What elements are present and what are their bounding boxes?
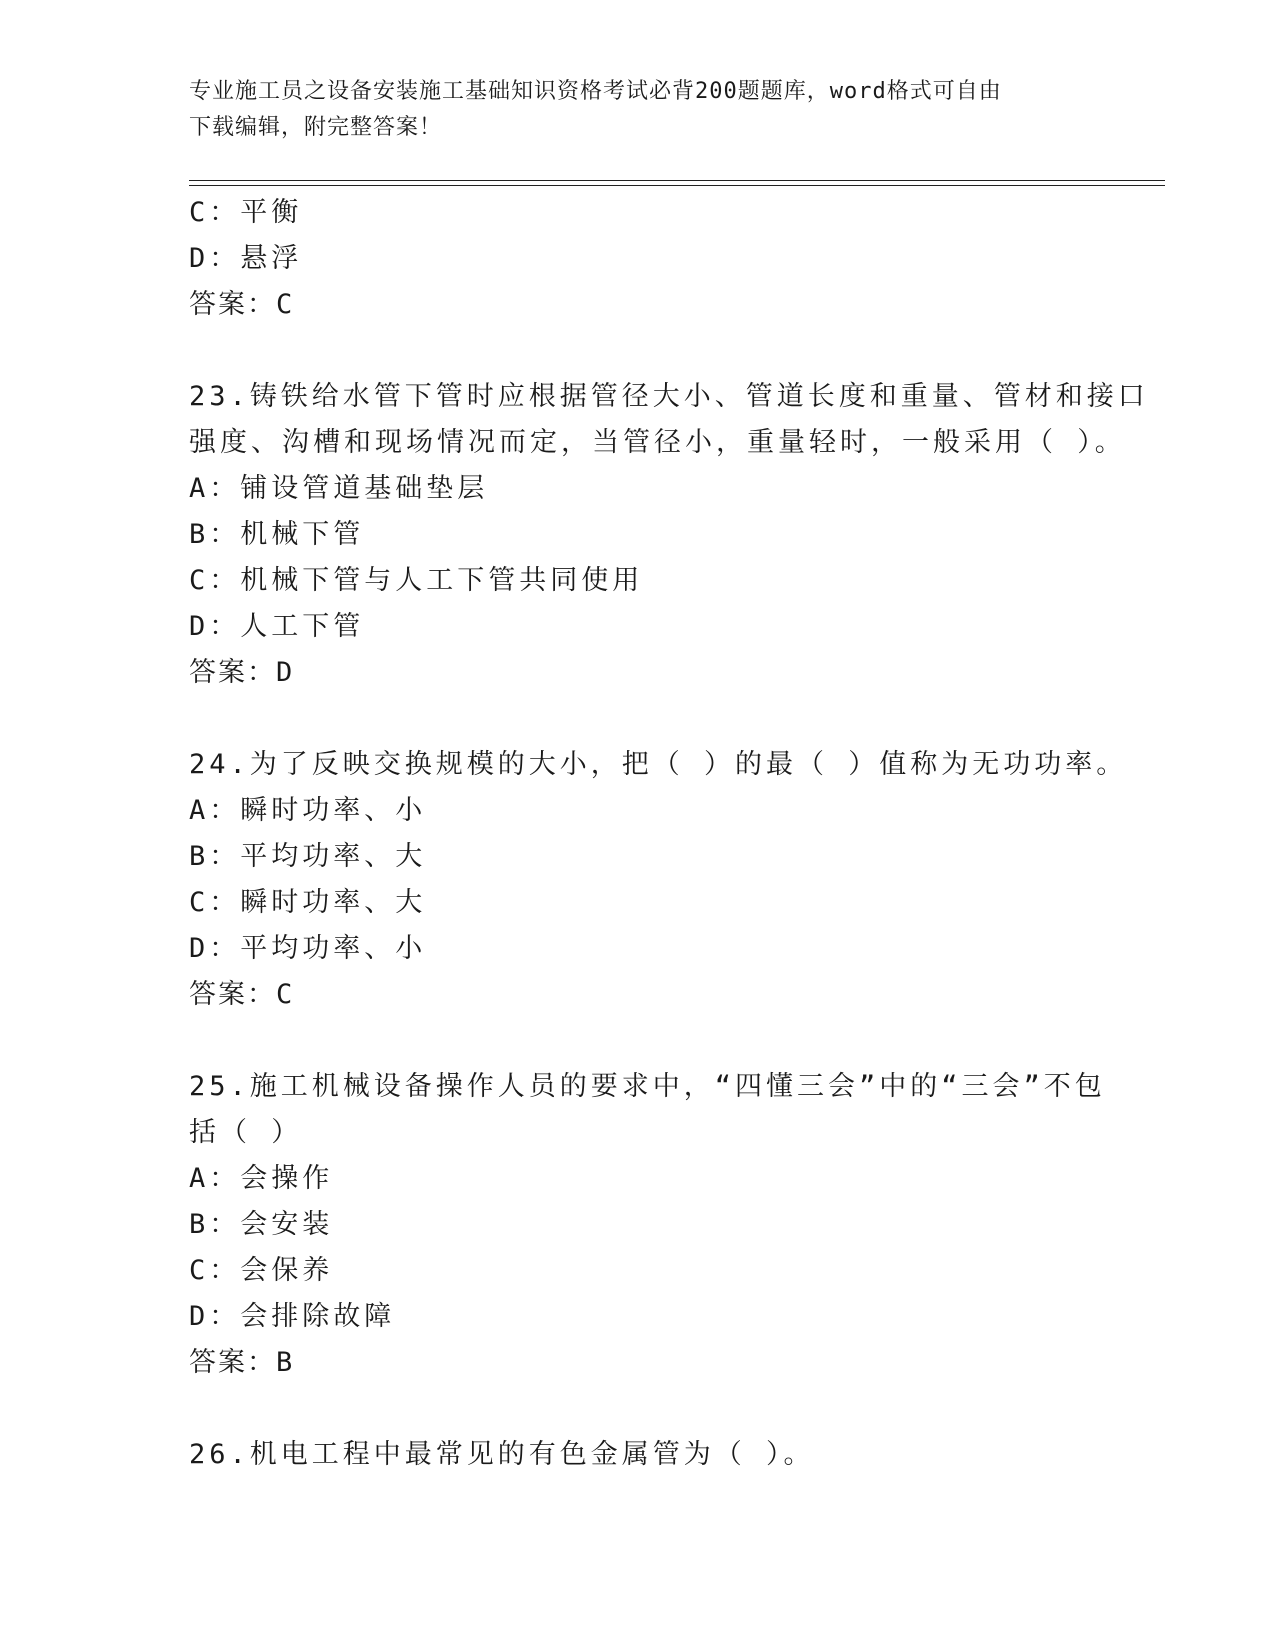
answer-line	[189, 650, 1089, 696]
question-24	[189, 742, 1128, 1018]
header-rule-top	[189, 180, 1165, 181]
option-c: C：瞬时功率、大	[189, 887, 427, 918]
option-d: D：会排除故障	[189, 1301, 396, 1332]
question-stem-line-1: 26.机电工程中最常见的有色金属管为（ ）。	[189, 1439, 815, 1470]
answer-label: 答案：	[189, 289, 276, 320]
answer-label: 答案：	[189, 979, 276, 1010]
option-a: A：瞬时功率、小	[189, 795, 427, 826]
option-c: C：会保养	[189, 1255, 334, 1286]
question-list	[189, 190, 1149, 1478]
answer-value: C	[276, 979, 295, 1010]
answer-line	[189, 282, 1089, 328]
document-header	[189, 74, 1089, 146]
option-d: D：悬浮	[189, 243, 303, 274]
answer-value: B	[276, 1347, 295, 1378]
question-stem-line-1: 24.为了反映交换规模的大小，把（ ）的最（ ）值称为无功功率。	[189, 749, 1128, 780]
header-line-1: 专业施工员之设备安装施工基础知识资格考试必背200题题库，word格式可自由	[189, 79, 1002, 104]
answer-value: D	[276, 657, 295, 688]
option-d: D：平均功率、小	[189, 933, 427, 964]
header-line-2: 下载编辑，附完整答案！	[189, 115, 443, 140]
question-gap	[189, 328, 1089, 374]
option-c: C：平衡	[189, 197, 303, 228]
question-25	[189, 1064, 1106, 1386]
question-gap	[189, 1018, 1089, 1064]
option-b: B：机械下管	[189, 519, 365, 550]
answer-line	[189, 1340, 1089, 1386]
answer-label: 答案：	[189, 1347, 276, 1378]
answer-label: 答案：	[189, 657, 276, 688]
question-22-tail	[189, 190, 1089, 328]
question-gap	[189, 696, 1089, 742]
option-b: B：会安装	[189, 1209, 334, 1240]
header-rule-bottom	[189, 185, 1165, 186]
answer-value: C	[276, 289, 295, 320]
answer-line	[189, 972, 1089, 1018]
question-stem-line-1: 25.施工机械设备操作人员的要求中，“四懂三会”中的“三会”不包	[189, 1071, 1106, 1102]
question-26	[189, 1432, 1089, 1478]
option-d: D：人工下管	[189, 611, 365, 642]
question-23	[189, 374, 1149, 696]
option-a: A：会操作	[189, 1163, 334, 1194]
question-stem-line-1: 23.铸铁给水管下管时应根据管径大小、管道长度和重量、管材和接口	[189, 381, 1149, 412]
question-stem-line-2: 括（ ）	[189, 1117, 303, 1148]
option-c: C：机械下管与人工下管共同使用	[189, 565, 644, 596]
question-gap	[189, 1386, 1089, 1432]
question-stem-line-2: 强度、沟槽和现场情况而定，当管径小，重量轻时，一般采用（ ）。	[189, 427, 1126, 458]
option-b: B：平均功率、大	[189, 841, 427, 872]
option-a: A：铺设管道基础垫层	[189, 473, 489, 504]
